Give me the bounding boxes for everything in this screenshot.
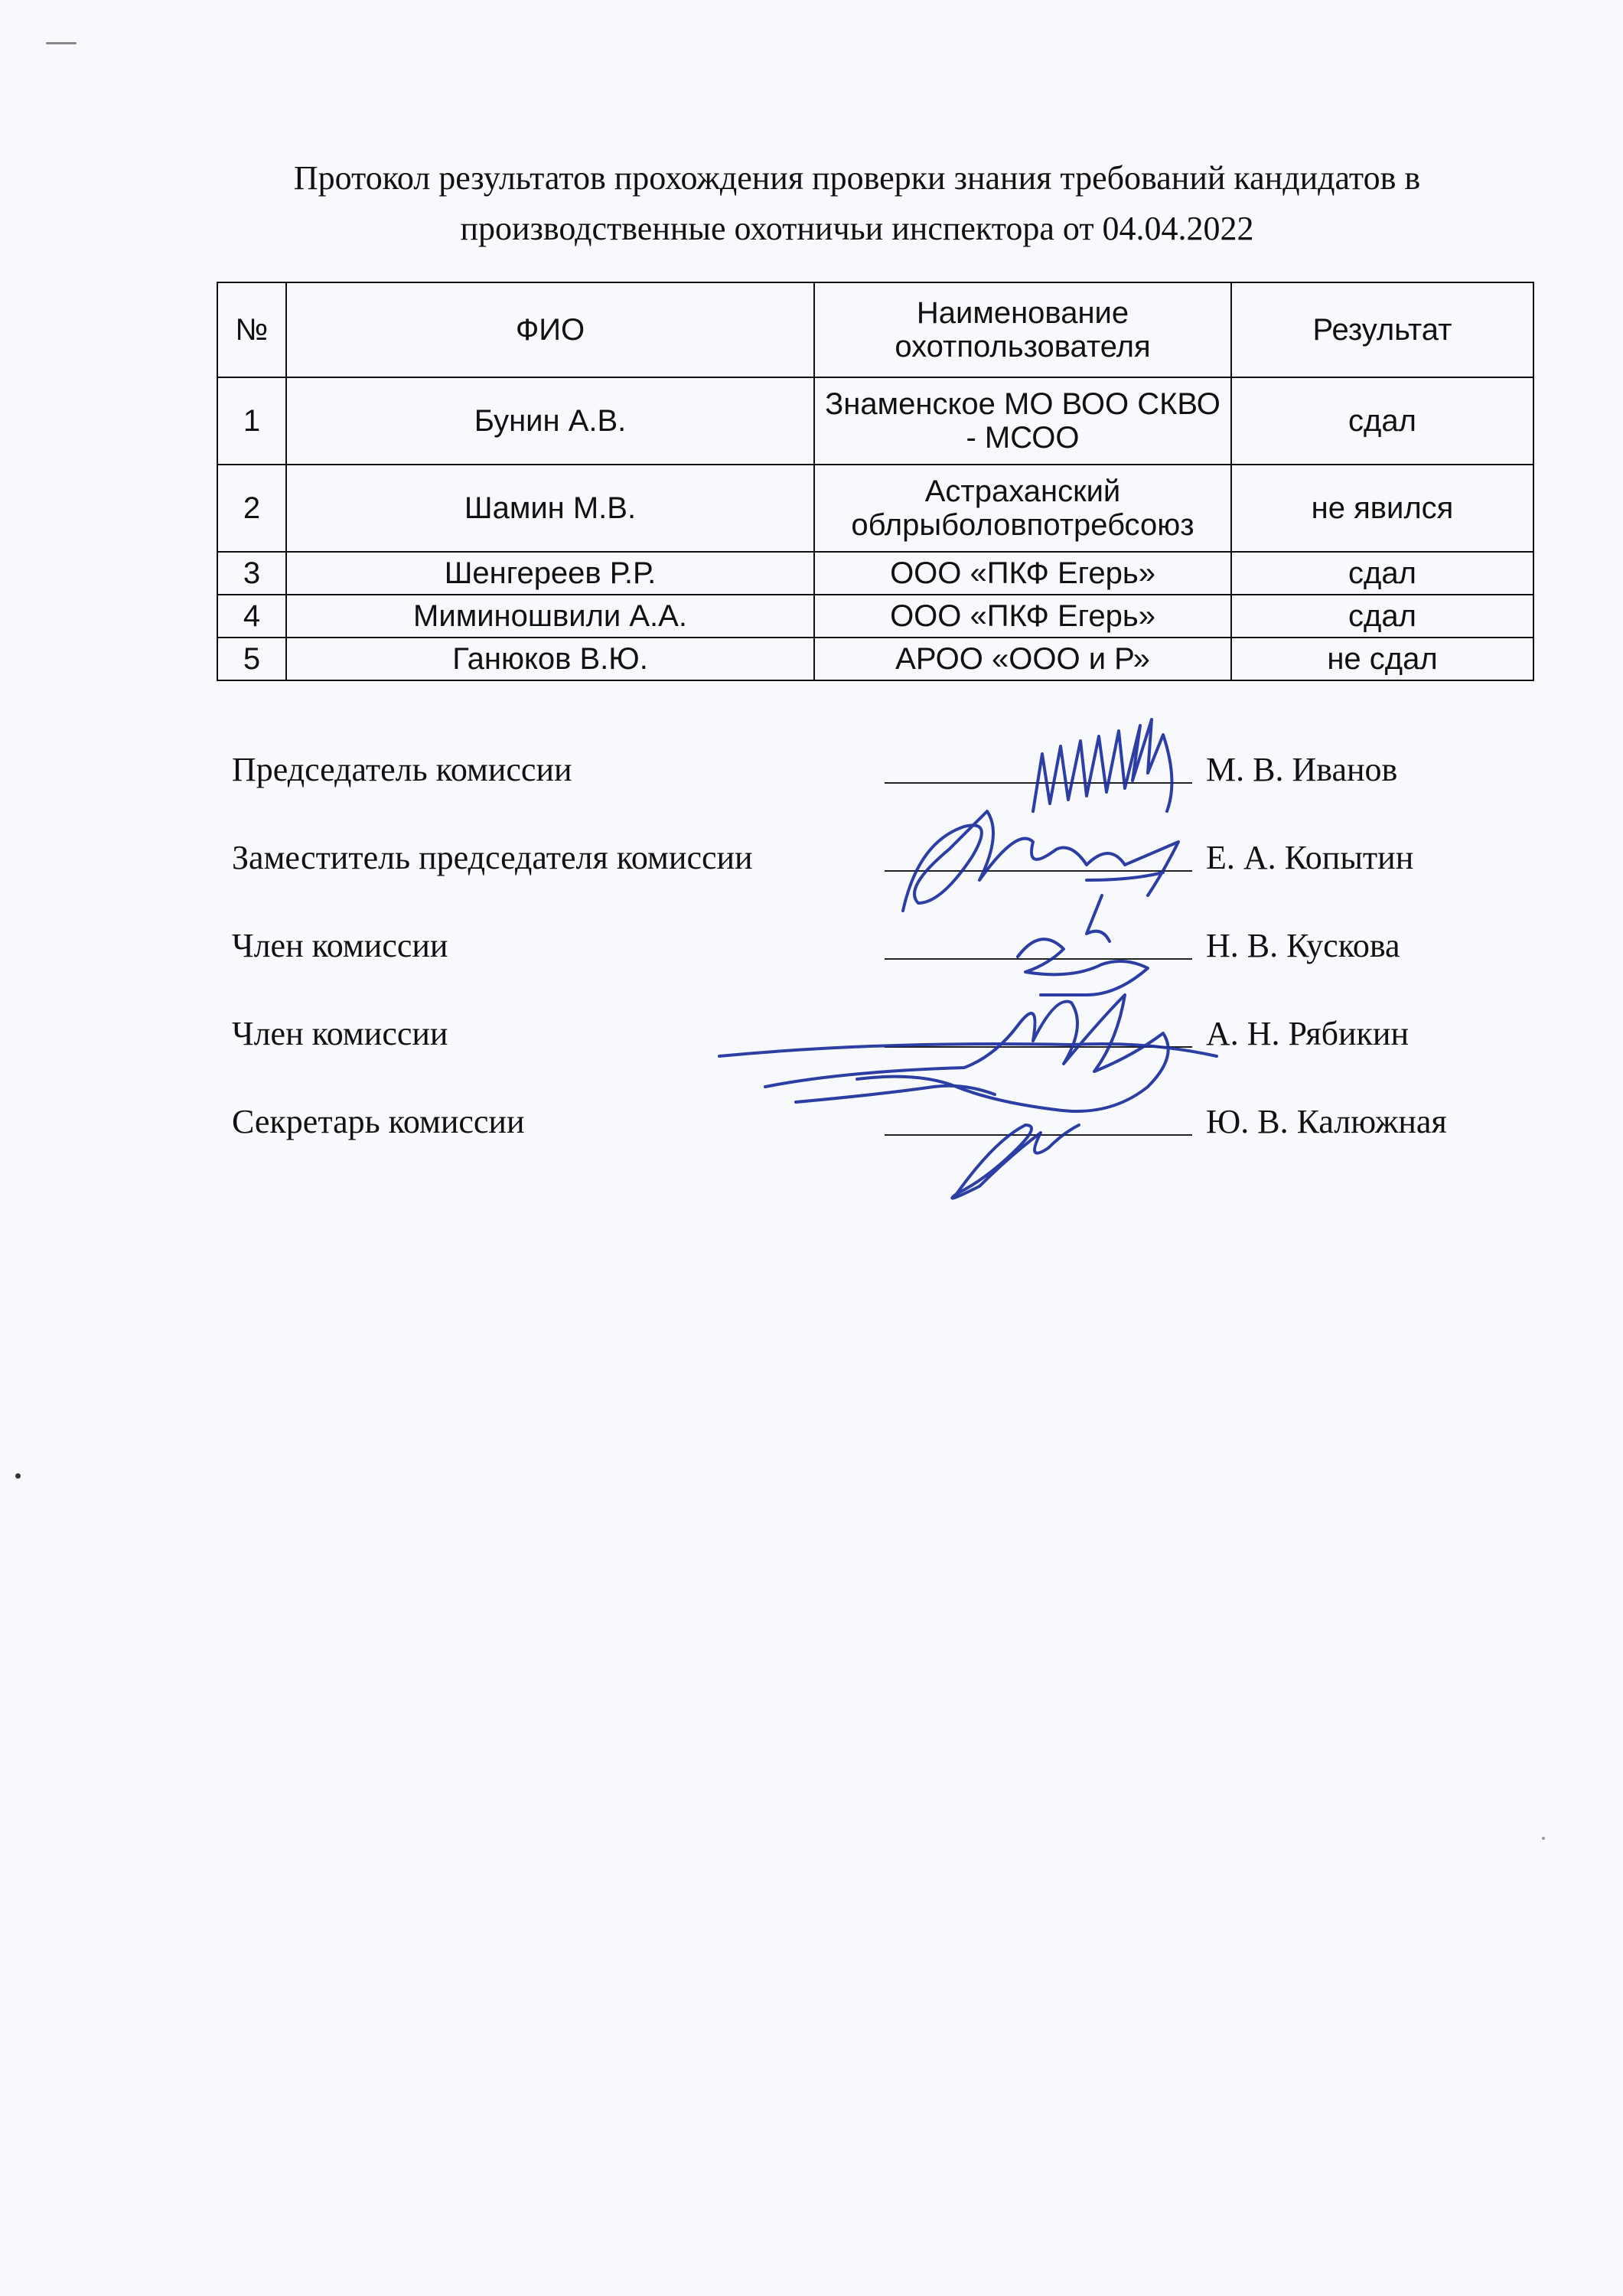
row-number: 5 — [217, 638, 286, 680]
row-full-name: Ганюков В.Ю. — [286, 638, 814, 680]
signature-person: А. Н. Рябикин — [1206, 1015, 1409, 1052]
signature-person: М. В. Иванов — [1206, 751, 1398, 788]
paper-speck — [46, 42, 77, 44]
signature-role: Председатель комиссии — [232, 751, 572, 788]
row-organization: Астраханский облрыболовпотребсоюз — [814, 465, 1231, 552]
signature-row-secretary — [232, 1096, 1533, 1142]
paper-speck — [15, 1473, 21, 1479]
row-organization: АРОО «ООО и Р» — [814, 638, 1231, 680]
table-row — [217, 552, 1533, 595]
row-full-name: Бунин А.В. — [286, 377, 814, 465]
signature-role: Секретарь комиссии — [232, 1103, 525, 1140]
results-table — [217, 282, 1534, 681]
signature-role: Член комиссии — [232, 1015, 448, 1052]
signature-line — [885, 1134, 1192, 1136]
row-organization: ООО «ПКФ Егерь» — [814, 595, 1231, 638]
row-result: сдал — [1231, 595, 1533, 638]
header-full-name: ФИО — [286, 282, 814, 377]
table-row — [217, 638, 1533, 680]
row-result: сдал — [1231, 377, 1533, 465]
header-result: Результат — [1231, 282, 1533, 377]
table-row — [217, 465, 1533, 552]
row-result: сдал — [1231, 552, 1533, 595]
signature-line — [885, 782, 1192, 784]
header-organization: Наименование охотпользователя — [814, 282, 1231, 377]
table-header-row — [217, 282, 1533, 377]
row-number: 4 — [217, 595, 286, 638]
table-row — [217, 377, 1533, 465]
row-full-name: Шенгереев Р.Р. — [286, 552, 814, 595]
signature-role: Заместитель председателя комиссии — [232, 839, 753, 876]
signature-line — [885, 1046, 1192, 1048]
page-title: Протокол результатов прохождения проверки знания требований кандидатов в производственные охотничьи инспектора от 04.04.2022 — [293, 159, 1421, 247]
row-result: не явился — [1231, 465, 1533, 552]
row-number: 2 — [217, 465, 286, 552]
signature-role: Член комиссии — [232, 927, 448, 964]
row-full-name: Миминошвили А.А. — [286, 595, 814, 638]
signature-row-member-1 — [232, 920, 1533, 966]
signature-line — [885, 958, 1192, 960]
row-organization: ООО «ПКФ Егерь» — [814, 552, 1231, 595]
signature-row-member-2 — [232, 1008, 1533, 1054]
row-result: не сдал — [1231, 638, 1533, 680]
signature-line — [885, 870, 1192, 872]
signature-person: Ю. В. Калюжная — [1206, 1103, 1447, 1140]
row-number: 1 — [217, 377, 286, 465]
row-full-name: Шамин М.В. — [286, 465, 814, 552]
signature-row-deputy — [232, 832, 1533, 878]
row-organization: Знаменское МО ВОО СКВО - МСОО — [814, 377, 1231, 465]
header-number: № — [217, 282, 286, 377]
paper-speck — [1542, 1837, 1545, 1840]
row-number: 3 — [217, 552, 286, 595]
signature-row-chairman — [232, 744, 1533, 790]
signature-person: Е. А. Копытин — [1206, 839, 1414, 876]
signature-person: Н. В. Кускова — [1206, 927, 1400, 964]
table-row — [217, 595, 1533, 638]
